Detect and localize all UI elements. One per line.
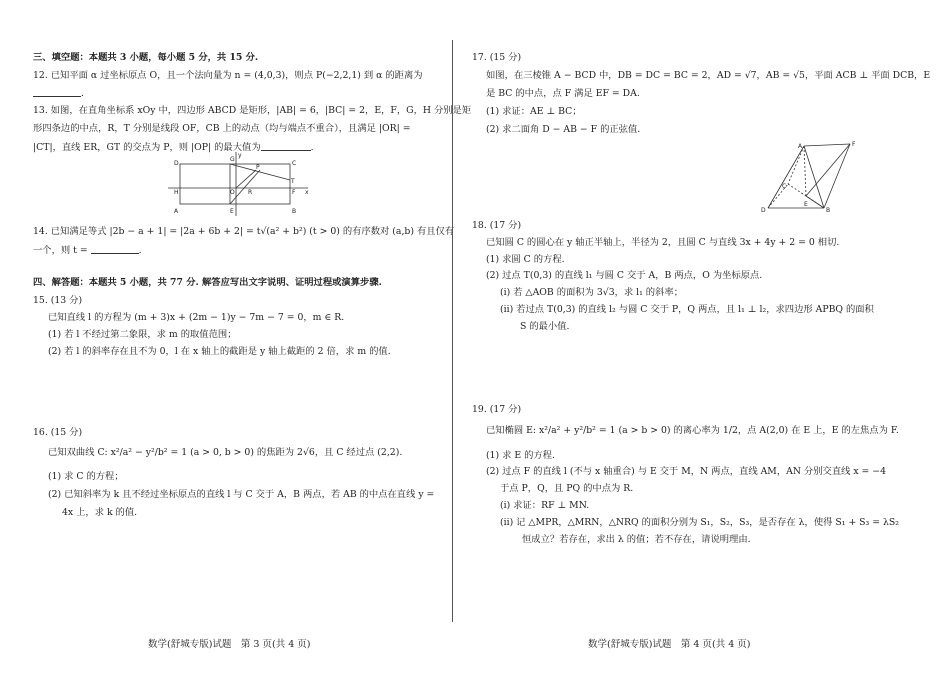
section-4-heading: 四、解答题：本题共 5 小题，共 77 分. 解答应写出文字说明、证明过程或演算步骤. (33, 277, 382, 288)
q17-stem-line-2: 是 BC 的中点，点 F 满足 EF = DA. (486, 88, 640, 99)
fig-label-A: A (174, 208, 179, 215)
fig-label-F: F (292, 189, 296, 196)
fig-label-P: P (256, 164, 260, 171)
q18-part-2-ii-line-2: S 的最小值. (520, 321, 570, 332)
q18-title: 18. (17 分) (472, 220, 522, 231)
fig17-label-E: E (804, 201, 808, 208)
fig-label-E: E (230, 208, 234, 215)
fig-label-C: C (292, 160, 297, 167)
q19-part-2-ii-line-1: (ⅱ) 记 △MPR，△MRN，△NRQ 的面积分别为 S₁，S₂，S₃，是否存在 λ，使得 S₁ + S₃ = λS₂ (500, 517, 899, 528)
q18-stem: 已知圆 C 的圆心在 y 轴正半轴上，半径为 2，且圆 C 与直线 3x + 4y + 2 = 0 相切. (486, 237, 840, 248)
q17-part-2: (2) 求二面角 D − AB − F 的正弦值. (486, 124, 641, 135)
footer-page-4: 数学(舒城专版)试题 第 4 页(共 4 页) (588, 639, 751, 650)
q17-pyramid-figure (758, 138, 863, 216)
q13-line-1: 13. 如图，在直角坐标系 xOy 中，四边形 ABCD 是矩形，|AB| = 6，|BC| = 2，E，F，G，H 分别是矩 (33, 105, 472, 116)
q15-title: 15. (13 分) (33, 295, 83, 306)
q12-line-1: 12. 已知平面 α 过坐标原点 O，且一个法向量为 n = (4,0,3)，则点 P(−2,2,1) 到 α 的距离为 (33, 70, 423, 81)
q14-line-1: 14. 已知满足等式 |2b − a + 1| = |2a + 6b + 2| = t√(a² + b²) (t > 0) 的有序数对 (a,b) 有且仅有 (33, 226, 455, 237)
section-3-heading: 三、填空题：本题共 3 小题，每小题 5 分，共 15 分. (33, 52, 259, 63)
column-divider (452, 40, 453, 622)
q18-part-2-ii-line-1: (ⅱ) 若过点 T(0,3) 的直线 l₂ 与圆 C 交于 P，Q 两点，且 l₁ ⊥ l₂，求四边形 APBQ 的面积 (500, 304, 874, 315)
fig-label-R: R (248, 189, 253, 196)
q17-part-1: (1) 求证：AE ⊥ BC； (486, 106, 582, 117)
fig17-label-F: F (852, 141, 856, 148)
q16-part-2-line-1: (2) 已知斜率为 k 且不经过坐标原点的直线 l 与 C 交于 A，B 两点，若 AB 的中点在直线 y = (48, 489, 435, 500)
fig17-label-A: A (798, 143, 803, 150)
q19-part-2-line-1: (2) 过点 F 的直线 l (不与 x 轴重合) 与 E 交于 M，N 两点，直线 AM，AN 分别交直线 x = −4 (486, 466, 887, 477)
fig-label-B: B (292, 208, 297, 215)
q16-part-2-line-2: 4x 上，求 k 的值. (62, 507, 138, 518)
q19-part-2-line-2: 于点 P，Q，且 PQ 的中点为 R. (500, 483, 634, 494)
q17-stem-line-1: 如图，在三棱锥 A − BCD 中，DB = DC = BC = 2，AD = √7，AB = √5，平面 ACB ⊥ 平面 DCB，E (486, 70, 931, 81)
q16-title: 16. (15 分) (33, 427, 83, 438)
fig-label-H: H (174, 189, 179, 196)
q13-rectangle-figure (168, 150, 313, 218)
fig-label-x: x (305, 189, 309, 196)
q19-part-2-ii-line-2: 恒成立？若存在，求出 λ 的值；若不存在，请说明理由. (522, 534, 751, 545)
fig-label-O: O (230, 189, 235, 196)
q16-part-1: (1) 求 C 的方程； (48, 471, 124, 482)
q15-part-1: (1) 若 l 不经过第二象限，求 m 的取值范围； (48, 329, 237, 340)
q19-part-1: (1) 求 E 的方程. (486, 450, 555, 461)
footer-page-3: 数学(舒城专版)试题 第 3 页(共 4 页) (148, 639, 311, 650)
q19-part-2-i: (ⅰ) 求证：RF ⊥ MN. (500, 500, 590, 511)
fig-label-D: D (174, 160, 179, 167)
q19-stem: 已知椭圆 E: x²/a² + y²/b² = 1 (a > b > 0) 的离心率为 1/2，点 A(2,0) 在 E 上，E 的左焦点为 F. (486, 425, 899, 436)
q19-title: 19. (17 分) (472, 404, 522, 415)
q13-line-2: 形四条边的中点，R，T 分别是线段 OF，CB 上的动点（均与端点不重合），且满足 |OR| = (33, 123, 411, 134)
q15-part-2: (2) 若 l 的斜率存在且不为 0，l 在 x 轴上的截距是 y 轴上截距的 2 倍，求 m 的值. (48, 346, 391, 357)
fig17-label-C: C (782, 183, 787, 190)
q15-stem: 已知直线 l 的方程为 (m + 3)x + (2m − 1)y − 7m − 7 = 0，m ∈ R. (48, 312, 345, 323)
fig17-label-B: B (826, 207, 831, 214)
q12-line-2: . (33, 87, 84, 100)
q14-line-2: 一个，则 t = . (33, 245, 142, 256)
fig-label-T: T (291, 178, 295, 185)
fig-label-G: G (230, 156, 235, 163)
q18-part-2-i: (ⅰ) 若 △AOB 的面积为 3√3，求 l₁ 的斜率； (500, 287, 683, 298)
fig-label-y: y (238, 152, 242, 159)
q18-part-1: (1) 求圆 C 的方程. (486, 254, 565, 265)
q13-line-3: |CT|，直线 ER，GT 的交点为 P，则 |OP| 的最大值为 . (33, 142, 314, 153)
fig17-label-D: D (761, 207, 766, 214)
q16-stem: 已知双曲线 C: x²/a² − y²/b² = 1 (a > 0, b > 0) 的焦距为 2√6，且 C 经过点 (2,2). (48, 447, 403, 458)
q18-part-2: (2) 过点 T(0,3) 的直线 l₁ 与圆 C 交于 A，B 两点，O 为坐标原点. (486, 270, 763, 281)
q17-title: 17. (15 分) (472, 52, 522, 63)
